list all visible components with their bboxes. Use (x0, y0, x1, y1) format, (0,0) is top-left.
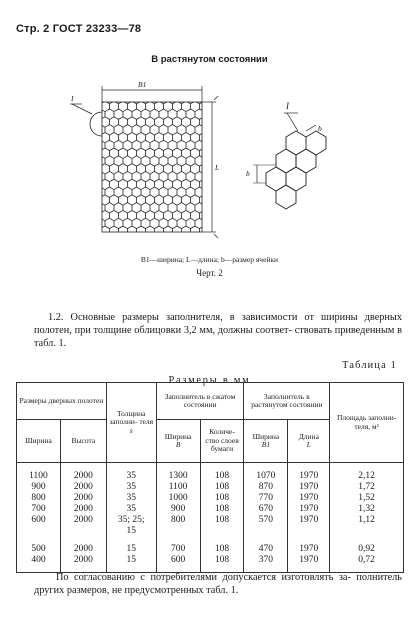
table-body (17, 463, 404, 573)
body-paragraph: 1.2. Основные размеры заполнителя, в зависимости от ширины дверных полотен, при толщине облицовки 3,2 мм, должны соответ- ствовать приведенным в табл. 1. (34, 312, 402, 349)
header-stretched: Заполнитель в растянутом состоянии (244, 383, 330, 420)
dimensions-table (16, 382, 404, 573)
header-c-width: Ширина B (156, 420, 200, 463)
detail-label-i: I (286, 101, 289, 111)
table-row: 500 2000 15 700 108 470 1970 0,92 (17, 537, 404, 555)
label-l: L (215, 163, 220, 172)
detail-label-b-vertical: b (246, 169, 250, 178)
table-label: Таблица 1 (342, 360, 397, 371)
table-units: Размеры в мм (168, 375, 251, 386)
callout-leader (72, 104, 92, 114)
figure-caption: B1—ширина; L—длина; b—размер ячейки (140, 255, 279, 264)
table-row: 600 2000 35; 25; 800 108 570 1970 1,12 (17, 515, 404, 526)
honeycomb-drawing (60, 70, 220, 250)
header-c-count: Количе- ство слоев бумаги (200, 420, 244, 463)
honeycomb-panel (102, 102, 202, 232)
header-area: Площадь заполни- теля, м² (330, 383, 404, 463)
header-door-sizes: Размеры дверных полотен (17, 383, 107, 420)
table-row: 1100 2000 35 1300 108 1070 1970 2,12 (17, 463, 404, 483)
label-b1: B1 (138, 80, 147, 89)
detail-callout-circle (90, 112, 102, 136)
table-row: 15 (17, 526, 404, 537)
detail-label-b-diagonal: b (318, 124, 322, 133)
header-height: Высота (60, 420, 106, 463)
label-i: I (71, 94, 74, 103)
table-row: 900 2000 35 1100 108 870 1970 1,72 (17, 482, 404, 493)
header-width: Ширина (17, 420, 61, 463)
figure-number: Черт. 2 (196, 268, 223, 278)
note-paragraph: По согласованию с потребителями допускается изготовлять за- полнитель других размеров, не предусмотренных табл. 1. (34, 572, 402, 596)
detail-dim-diagonal (306, 125, 316, 131)
table-row: 800 2000 35 1000 108 770 1970 1,52 (17, 493, 404, 504)
table-row: 700 2000 35 900 108 670 1970 1,32 (17, 504, 404, 515)
header-compressed: Заполнитель в сжатом состоянии (156, 383, 244, 420)
section-title: В растянутом состоянии (151, 54, 268, 65)
header-s-width: Ширина B1 (244, 420, 288, 463)
header-thickness: Толщина заполни- теля s (106, 383, 156, 463)
page-header: Стр. 2 ГОСТ 23233—78 (16, 23, 142, 35)
table-row: 400 2000 15 600 108 370 1970 0,72 (17, 555, 404, 573)
detail-drawing (240, 95, 330, 220)
header-s-length: Длина L (288, 420, 330, 463)
